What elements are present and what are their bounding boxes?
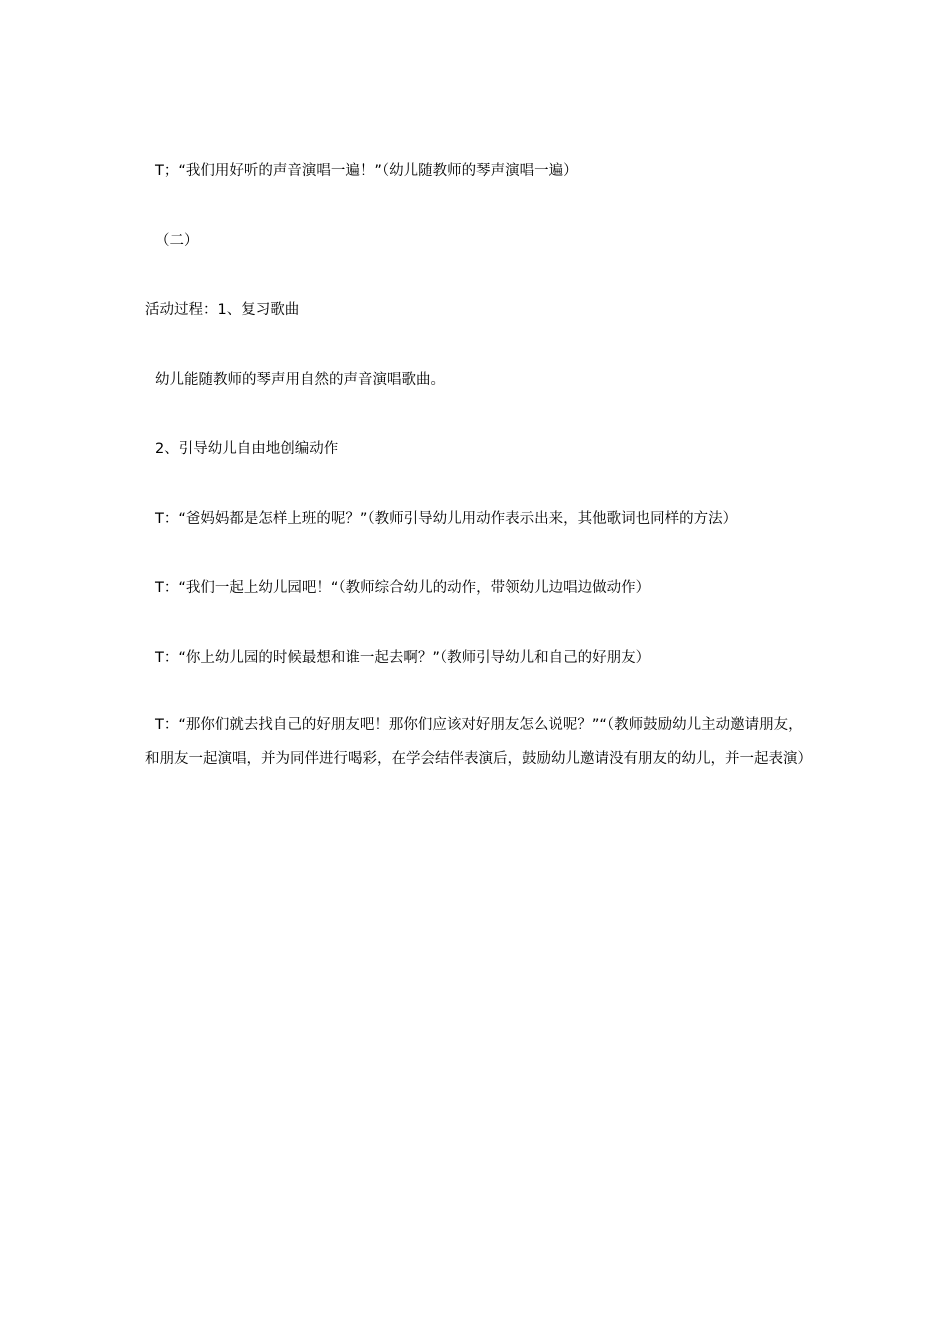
- text-line-6: T：“爸妈妈都是怎样上班的呢？”（教师引导幼儿用动作表示出来，其他歌词也同样的方法）: [155, 511, 738, 527]
- text-line-7: T：“我们一起上幼儿园吧！“（教师综合幼儿的动作，带领幼儿边唱边做动作）: [155, 580, 651, 596]
- section-heading: （二）: [155, 233, 199, 249]
- text-line-1: T；“我们用好听的声音演唱一遍！”（幼儿随教师的琴声演唱一遍）: [155, 163, 578, 179]
- activity-process-heading: 活动过程：1、复习歌曲: [145, 302, 300, 318]
- text-line-4: 幼儿能随教师的琴声用自然的声音演唱歌曲。: [155, 372, 445, 388]
- final-paragraph: T：“那你们就去找自己的好朋友吧！那你们应该对好朋友怎么说呢？”“（教师鼓励幼儿主动邀请朋友，和朋友一起演唱，并为同伴进行喝彩，在学会结伴表演后，鼓励幼儿邀请没有朋友的幼儿，并一起表演）: [145, 717, 812, 767]
- text-line-8: T：“你上幼儿园的时候最想和谁一起去啊？”（教师引导幼儿和自己的好朋友）: [155, 650, 651, 666]
- step-heading-2: 2、引导幼儿自由地创编动作: [155, 441, 339, 457]
